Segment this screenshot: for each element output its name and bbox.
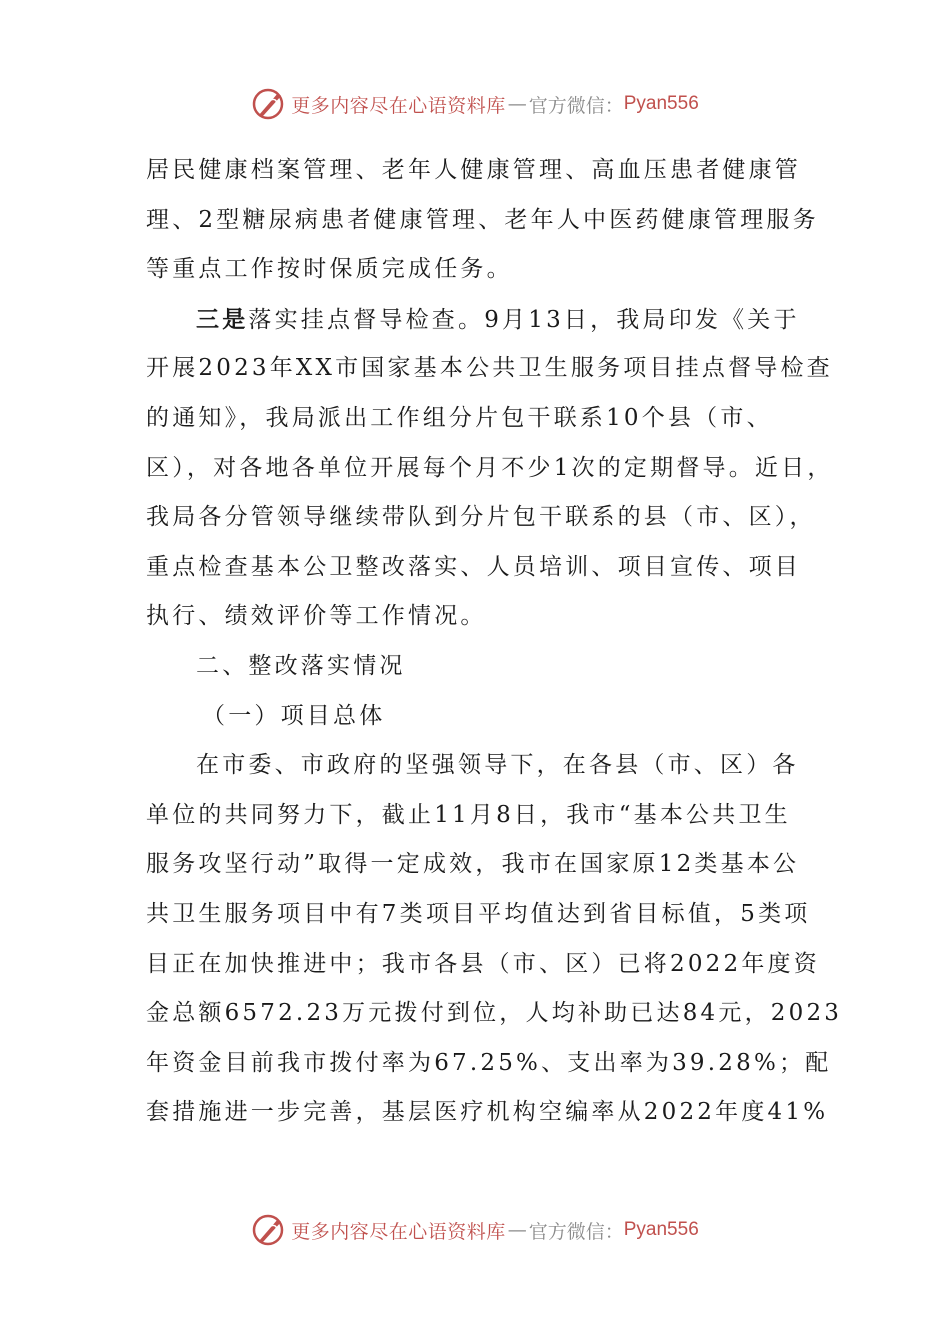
- watermark-text: 更多内容尽在心语资料库: [291, 94, 506, 117]
- watermark-label: 官方微信：: [528, 94, 624, 117]
- header-watermark: [0, 84, 950, 124]
- body-line: 年资金目前我市拨付率为67.25%、支出率为39.28%；配: [146, 1049, 832, 1076]
- body-line: 区），对各地各单位开展每个月不少1次的定期督导。近日，: [146, 454, 834, 481]
- watermark-id: Pyan556: [623, 1219, 699, 1240]
- body-line: 居民健康档案管理、老年人健康管理、高血压患者健康管: [146, 157, 801, 183]
- body-line: 等重点工作按时保质完成任务。: [146, 256, 513, 283]
- body-line: 目正在加快推进中；我市各县（市、区）已将2022年度资: [146, 950, 820, 977]
- body-line: 共卫生服务项目中有7类项目平均值达到省目标值，5类项: [146, 900, 811, 927]
- body-line: 的通知》，我局派出工作组分片包干联系10个县（市、: [146, 404, 773, 431]
- body-line: 重点检查基本公卫整改落实、人员培训、项目宣传、项目: [146, 553, 801, 580]
- document-body: [146, 146, 843, 1138]
- footer-watermark: [0, 1210, 950, 1250]
- subsection-heading: （一）项目总体: [202, 702, 386, 729]
- body-line: 理、2型糖尿病患者健康管理、老年人中医药健康管理服务: [146, 206, 819, 233]
- body-line: 执行、绩效评价等工作情况。: [146, 603, 487, 630]
- quill-logo-icon: [251, 86, 287, 122]
- watermark-dash: —: [507, 1219, 527, 1241]
- body-line: 服务攻坚行动”取得一定成效，我市在国家原12类基本公: [146, 851, 800, 878]
- body-line: 我局各分管领导继续带队到分片包干联系的县（市、区），: [146, 504, 816, 531]
- watermark-text: 更多内容尽在心语资料库: [291, 1220, 506, 1243]
- line-rest: 落实挂点督导检查。9月13日，我局印发《关于: [248, 306, 800, 333]
- watermark-dash: —: [507, 93, 527, 115]
- bold-lead: 三是: [196, 305, 249, 333]
- body-line: 在市委、市政府的坚强领导下，在各县（市、区）各: [196, 752, 799, 779]
- quill-logo-icon: [251, 1212, 287, 1248]
- body-line: 开展2023年XX市国家基本公共卫生服务项目挂点督导检查: [146, 355, 833, 382]
- body-line: [146, 295, 816, 345]
- body-line: 单位的共同努力下，截止11月8日，我市“基本公共卫生: [146, 801, 791, 828]
- watermark-label: 官方微信：: [528, 1220, 624, 1243]
- section-heading: 二、整改落实情况: [196, 652, 406, 679]
- watermark-id: Pyan556: [623, 93, 699, 114]
- body-line: 金总额6572.23万元拨付到位，人均补助已达84元，2023: [146, 1000, 843, 1027]
- body-line: 套措施进一步完善，基层医疗机构空编率从2022年度41%: [146, 1099, 829, 1126]
